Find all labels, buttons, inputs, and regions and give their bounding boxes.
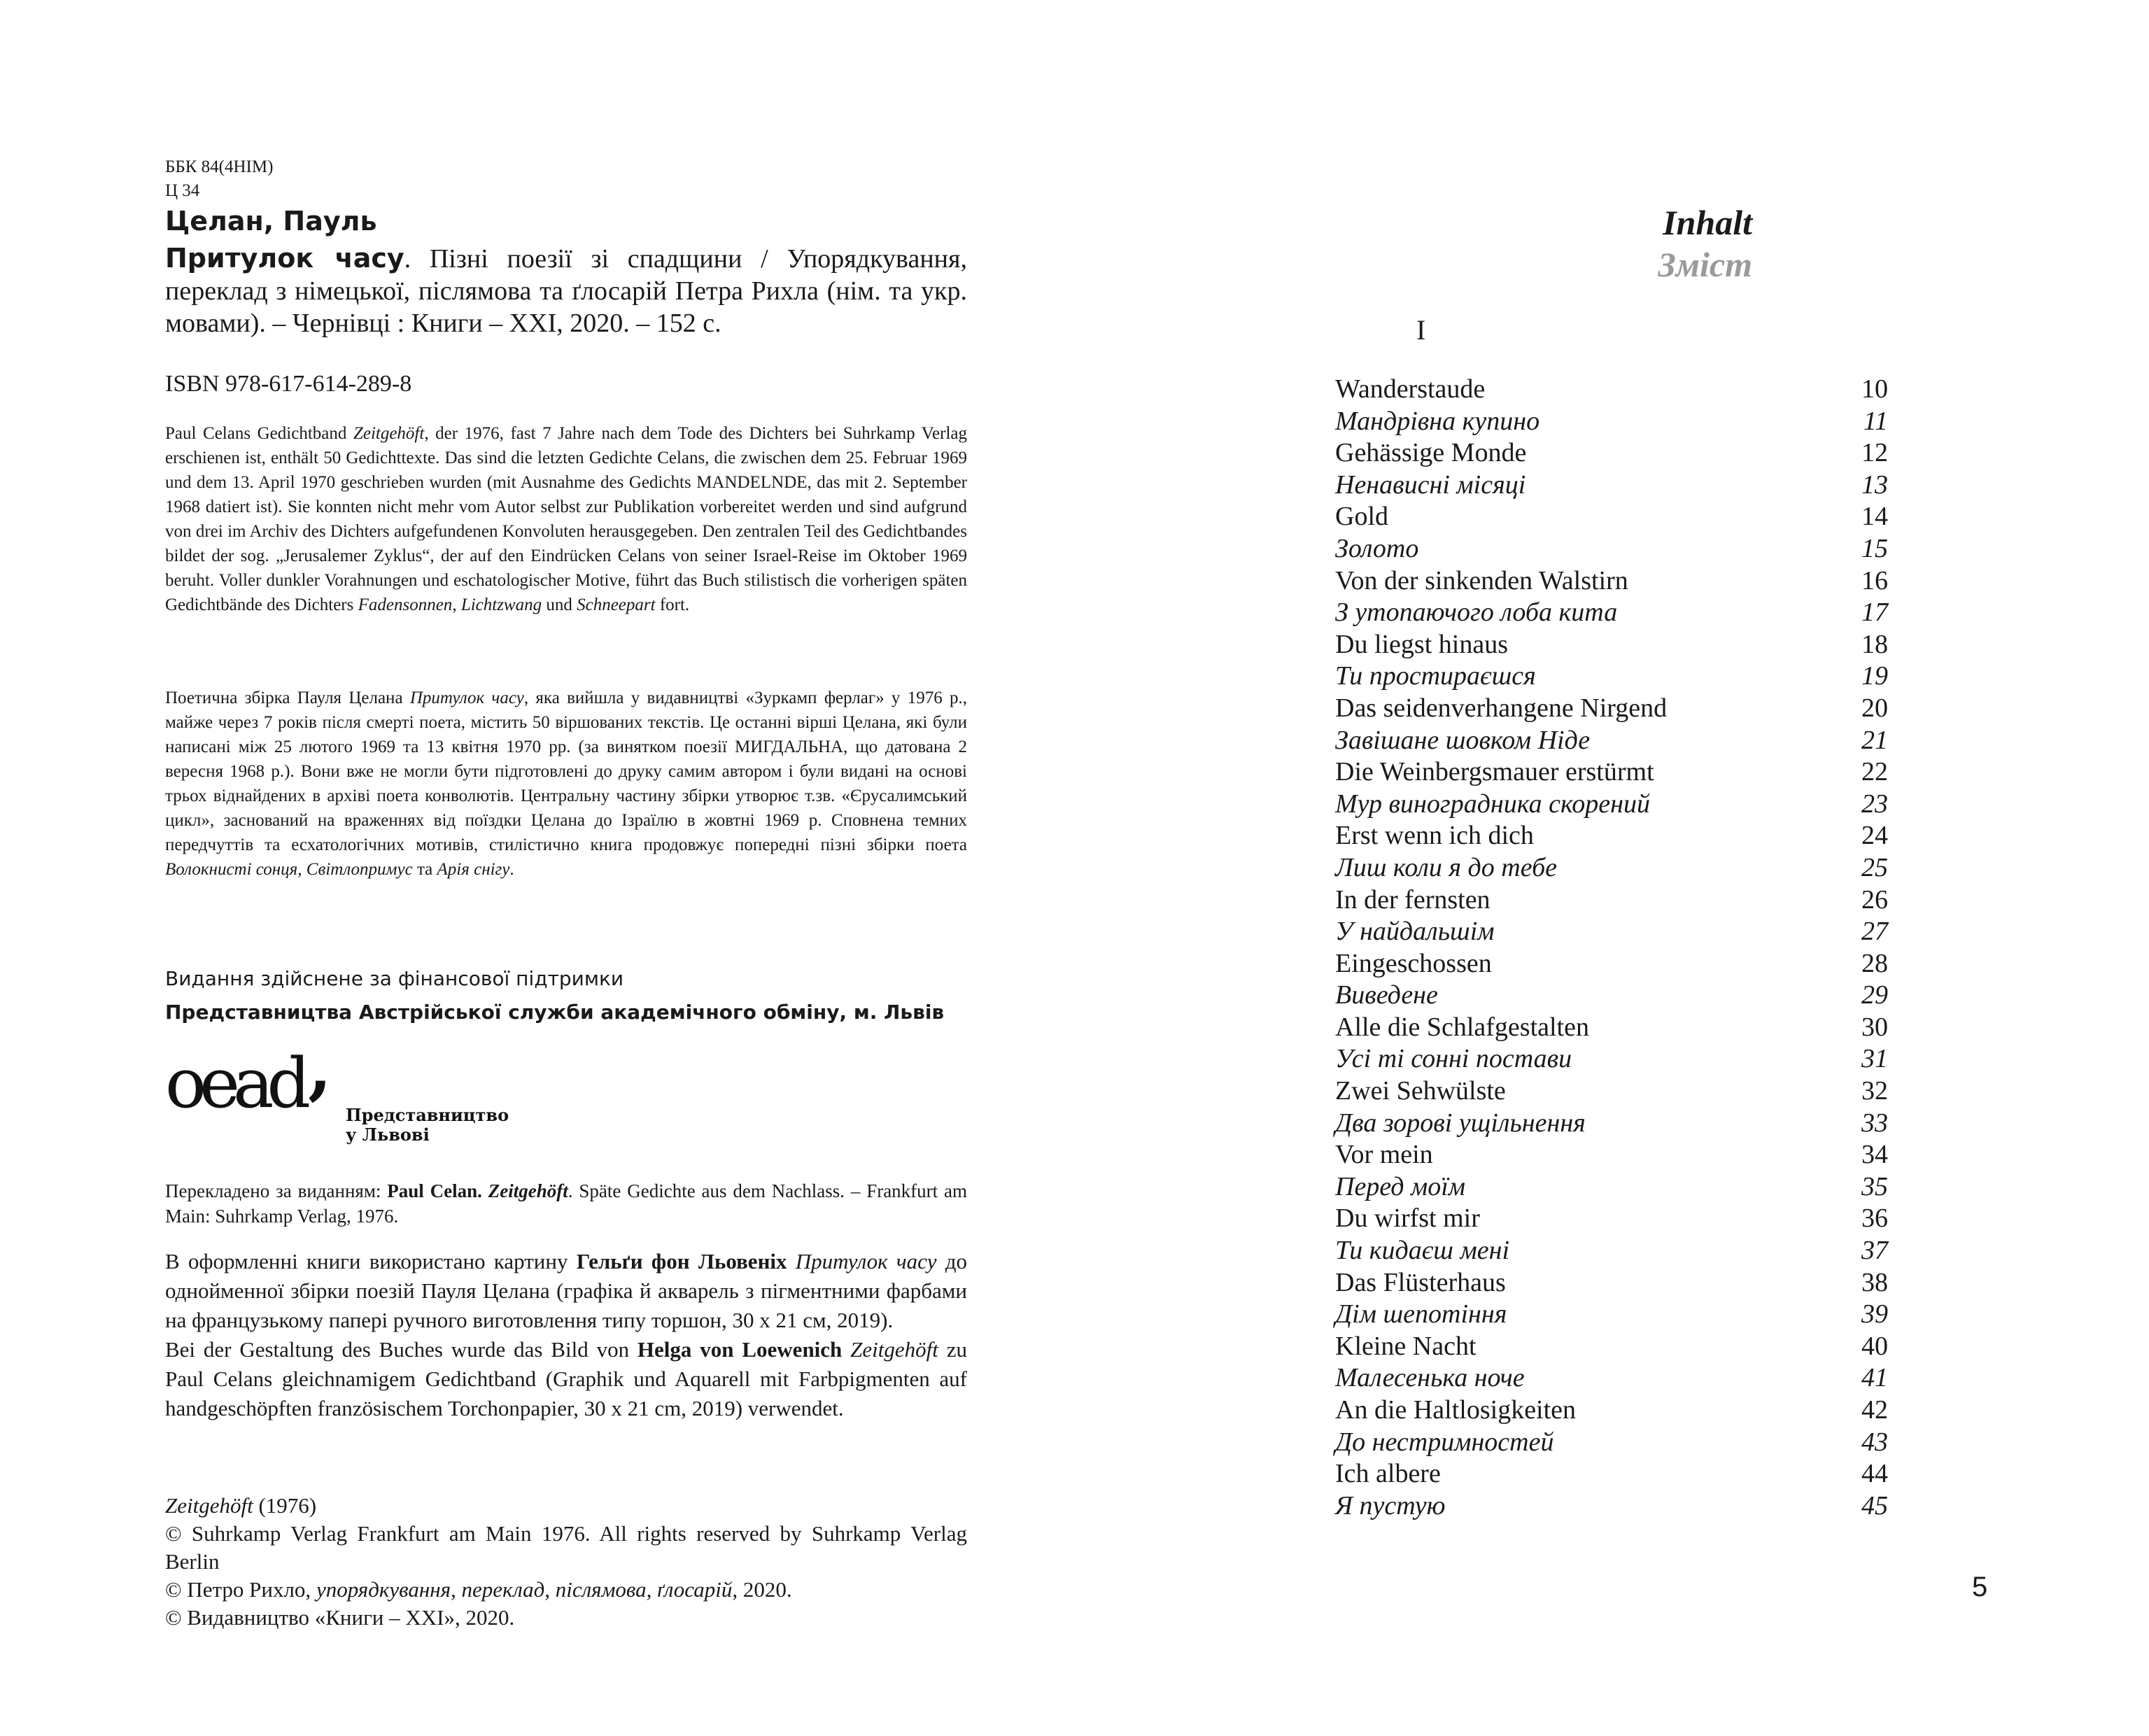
toc-entry-page: 34 (1861, 1140, 1888, 1170)
cover-text: zu Paul Celans gleichnamigem Gedichtband (Graphik und Aquarell mit Farbpigmenten auf handgeschöpften französischem Torchonpapier, 30 x 21 cm, 2019) verwendet. (165, 1337, 967, 1420)
toc-entry[interactable] (1335, 501, 1888, 533)
translated-from-note (165, 1178, 967, 1229)
toc-entry-page: 11 (1863, 406, 1888, 436)
oead-logo-comma: , (308, 1028, 332, 1108)
toc-entry-page: 31 (1861, 1044, 1888, 1074)
oead-logo-mark: oead (165, 1044, 304, 1124)
toc-entry-title: An die Haltlosigkeiten (1335, 1395, 1577, 1425)
abstract-de-text: Paul Celans Gedichtband (165, 424, 353, 443)
toc-entry-page: 19 (1861, 661, 1888, 691)
isbn: ISBN 978-617-614-289-8 (165, 371, 412, 397)
toc-entry[interactable] (1335, 1235, 1888, 1267)
author-heading: Целан, Пауль (165, 206, 377, 237)
toc-entry-title: Wanderstaude (1335, 374, 1486, 404)
toc-entry[interactable] (1335, 374, 1888, 406)
toc-entry-title: Мур виноградника скорений (1335, 789, 1651, 819)
toc-entry-page: 20 (1861, 693, 1888, 723)
toc-entry-title: Перед моїм (1335, 1171, 1466, 1201)
toc-entry-title: Ти кидаєш мені (1335, 1236, 1510, 1266)
toc-entry-page: 21 (1861, 725, 1888, 755)
toc-entry[interactable] (1335, 1362, 1888, 1395)
toc-entry-title: Von der sinkenden Walstirn (1335, 565, 1628, 595)
abstract-uk-title: Арія снігу (437, 860, 510, 879)
toc-entry-title: Два зорові ущільнення (1335, 1108, 1586, 1138)
cover-text (842, 1337, 850, 1362)
toc-entry[interactable] (1335, 1427, 1888, 1459)
toc-entry[interactable] (1335, 1203, 1888, 1235)
toc-entry-page: 30 (1861, 1012, 1888, 1042)
classification-codes (165, 155, 967, 203)
toc-entry[interactable] (1335, 789, 1888, 821)
toc-entry[interactable] (1335, 597, 1888, 629)
toc-entry[interactable] (1335, 1395, 1888, 1427)
toc-entry-title: Eingeschossen (1335, 948, 1492, 978)
toc-entry-page: 26 (1861, 884, 1888, 915)
cover-text: В оформленні книги використано картину (165, 1249, 577, 1273)
support-statement: Видання здійснене за фінансової підтримки (165, 967, 624, 990)
toc-entry[interactable] (1335, 1171, 1888, 1204)
cover-credit-german (165, 1335, 967, 1423)
toc-entry-title: Alle die Schlafgestalten (1335, 1012, 1589, 1042)
abstract-de-text: , (452, 595, 461, 614)
artwork-title: Zeitgehöft (850, 1337, 938, 1362)
abstract-uk-text: Поетична збірка Пауля Целана (165, 689, 410, 707)
toc-entry-title: Ненависні місяці (1335, 470, 1526, 500)
toc-entry-page: 37 (1861, 1236, 1888, 1266)
source-author: Paul Celan. (387, 1180, 488, 1201)
toc-entry-page: 27 (1861, 917, 1888, 947)
abstract-de-text: und (542, 595, 577, 614)
abstract-de-title: Zeitgehöft (353, 424, 425, 443)
toc-entry[interactable] (1335, 437, 1888, 470)
copyright-original (165, 1492, 967, 1520)
toc-entry-title: До нестримностей (1335, 1427, 1554, 1457)
toc-entry-page: 13 (1861, 470, 1888, 500)
toc-entry-page: 32 (1861, 1076, 1888, 1106)
toc-entry-title: Gehässige Monde (1335, 438, 1527, 468)
artist-name: Helga von Loewenich (637, 1337, 843, 1362)
copyright-text: , 2020. (732, 1577, 792, 1602)
cover-credit-ukrainian (165, 1247, 967, 1335)
artist-name: Гельґи фон Льовеніх (576, 1249, 787, 1273)
toc-entry-page: 35 (1861, 1171, 1888, 1201)
toc-entry[interactable] (1335, 725, 1888, 757)
abstract-uk-text: та (412, 860, 437, 879)
book-title: Притулок часу (165, 243, 404, 274)
logo-caption-line: Представництво (346, 1105, 509, 1125)
cover-credit (165, 1247, 967, 1423)
toc-entry-page: 44 (1861, 1459, 1888, 1489)
bbk-code: ББК 84(4НІМ) (165, 157, 274, 176)
toc-entry-title: Золото (1335, 533, 1419, 563)
toc-entry-title: З утопаючого лоба кита (1335, 598, 1618, 628)
abstract-de-title: Schneepart (577, 595, 656, 614)
page-number: 5 (1972, 1572, 1988, 1602)
original-year: (1976) (253, 1493, 317, 1518)
author-mark: Ц 34 (165, 181, 200, 200)
toc-entry-page: 36 (1861, 1204, 1888, 1234)
toc-entry-page: 12 (1861, 438, 1888, 468)
toc-entry-title: Gold (1335, 502, 1388, 532)
abstract-german (165, 421, 967, 617)
toc-entry[interactable] (1335, 1075, 1888, 1108)
abstract-de-title: Fadensonnen (358, 595, 453, 614)
toc-entry[interactable] (1335, 916, 1888, 948)
toc-entry-title: Du wirfst mir (1335, 1204, 1480, 1234)
abstract-de-title: Lichtzwang (460, 595, 542, 614)
toc-entry[interactable] (1335, 1267, 1888, 1299)
abstract-de-text: , der 1976, fast 7 Jahre nach dem Tode des Dichters bei Suhrkamp Verlag erschienen ist, enthält 50 Gedichttexte. Das sind die letzten Gedichte Celans, die zwischen dem 25. Februar 1969 und dem 13. April 1970 geschrieben wurden (mit Ausnahme des Gedichts MANDELNDE, das mit 2. September 1968 datiert ist). Sie konnten nicht mehr vom Autor selbst zur Publikation vorbereitet werden und sind aufgrund von drei im Archiv des Dichters aufgefundenen Konvoluten herausgegeben. Den zentralen Teil des Gedichtbandes bildet der sog. „Jerusalemer Zyklus“, der auf den Eindrücken Celans von seiner Israel-Reise im Oktober 1969 beruht. Voller dunkler Vorahnungen und eschatologischer Motive, führt das Buch stilistisch die vorherigen späten Gedichtbände des Dichters (165, 424, 967, 614)
toc-entry-page: 41 (1861, 1363, 1888, 1393)
toc-entry-title: Die Weinbergsmauer erstürmt (1335, 757, 1654, 787)
toc-entry-title: Ти простираєшся (1335, 661, 1536, 691)
oead-logo-caption (346, 1106, 509, 1145)
toc-list (1335, 374, 1888, 1522)
toc-entry-page: 45 (1861, 1490, 1888, 1520)
toc-entry-page: 40 (1861, 1331, 1888, 1361)
toc-entry-page: 24 (1861, 821, 1888, 851)
toc-entry-title: Завішане шовком Ніде (1335, 725, 1591, 755)
oead-logo (165, 1028, 332, 1124)
toc-entry[interactable] (1335, 693, 1888, 725)
toc-entry-page: 25 (1861, 852, 1888, 882)
abstract-uk-text: , (297, 860, 307, 879)
copyright-suhrkamp: © Suhrkamp Verlag Frankfurt am Main 1976. All rights reserved by Suhrkamp Verlag Berlin (165, 1521, 967, 1574)
toc-entry-page: 17 (1861, 598, 1888, 628)
toc-entry-page: 39 (1861, 1299, 1888, 1329)
toc-entry-title: Vor mein (1335, 1140, 1433, 1170)
toc-entry-title: Виведене (1335, 980, 1438, 1010)
toc-entry[interactable] (1335, 852, 1888, 884)
toc-entry[interactable] (1335, 470, 1888, 502)
toc-entry[interactable] (1335, 820, 1888, 852)
toc-entry-title: Мандрівна купино (1335, 406, 1540, 436)
toc-entry-page: 15 (1861, 533, 1888, 563)
toc-entry-page: 14 (1861, 502, 1888, 532)
toc-entry[interactable] (1335, 980, 1888, 1012)
source-title: Zeitgehöft (488, 1180, 568, 1201)
toc-entry-title: Du liegst hinaus (1335, 629, 1508, 659)
translated-from-text: . Späte Gedichte aus dem Nachlass. – Frankfurt am Main: Suhrkamp Verlag, 1976. (165, 1180, 968, 1227)
toc-entry-page: 33 (1861, 1108, 1888, 1138)
toc-entry-page: 38 (1861, 1267, 1888, 1297)
toc-entry[interactable] (1335, 1139, 1888, 1171)
bibliographic-description (165, 242, 967, 339)
toc-entry-title: Erst wenn ich dich (1335, 821, 1534, 851)
logo-caption-line: у Львові (346, 1124, 430, 1145)
toc-entry-title: Das seidenverhangene Nirgend (1335, 693, 1668, 723)
copyright-text: © Петро Рихло, (165, 1577, 316, 1602)
toc-subtitle: Зміст (1658, 245, 1752, 284)
abstract-uk-title: Волокнисті сонця (165, 860, 298, 879)
artwork-title: Притулок часу (795, 1249, 937, 1273)
copyright-publisher: © Видавництво «Книги – XXI», 2020. (165, 1605, 515, 1630)
toc-entry-page: 10 (1861, 374, 1888, 404)
abstract-uk-title: Притулок часу (409, 689, 524, 707)
toc-entry-title: Das Flüsterhaus (1335, 1267, 1506, 1297)
toc-entry[interactable] (1335, 565, 1888, 598)
toc-entry-page: 18 (1861, 629, 1888, 659)
original-title: Zeitgehöft (165, 1493, 253, 1518)
toc-entry-title: Ich albere (1335, 1459, 1441, 1489)
toc-entry-title: У найдальшім (1335, 917, 1495, 947)
abstract-de-text: fort. (655, 595, 690, 614)
cover-text (787, 1249, 796, 1273)
support-organization: Представництва Австрійської служби академічного обміну, м. Львів (165, 1001, 945, 1024)
copyright-translator (165, 1576, 967, 1604)
toc-entry[interactable] (1335, 661, 1888, 693)
toc-entry-title: Дім шепотіння (1335, 1299, 1507, 1329)
translated-from-text: Перекладено за виданням: (165, 1180, 388, 1201)
cover-text: Bei der Gestaltung des Buches wurde das Bild von (165, 1337, 637, 1362)
toc-entry[interactable] (1335, 756, 1888, 789)
copyright-block (165, 1492, 967, 1632)
bibliographic-details: . Пізні поезії зі спадщини / Упорядкування, переклад з німецької, післямова та ґлосарій Петра Рихла (нім. та укр. мовами). – Чернівці : Книги – XXI, 2020. – 152 с. (165, 244, 967, 338)
toc-entry-title: Малесенька ноче (1335, 1363, 1525, 1393)
toc-entry[interactable] (1335, 1331, 1888, 1363)
toc-entry-title: Я пустую (1335, 1490, 1446, 1520)
cover-text: до однойменної збірки поезій Пауля Целана (графіка й акварель з пігментними фарбами на французькому папері ручного виготовлення типу торшон, 30 х 21 см, 2019). (165, 1249, 967, 1332)
toc-entry[interactable] (1335, 948, 1888, 980)
toc-entry[interactable] (1335, 1012, 1888, 1044)
abstract-uk-text: , яка вийшла у видавництві «Зуркамп ферлаг» у 1976 р., майже через 7 років після смерті поета, містить 50 віршованих текстів. Це останні вірші Целана, які були написані між 25 лютого 1969 та 13 квітня 1970 рр. (за винятком поезії МИГДАЛЬНА, що датована 2 вересня 1968 р.). Вони вже не могли бути підготовлені до друку самим автором і були видані на основі трьох віднайдених в архіві поета конволютів. Центральну частину збірки утворює т.зв. «Єрусалимський цикл», заснований на враженнях від поїздки Целана до Ізраїлю в жовтні 1969 р. Сповнена темних передчуттів та есхатологічних мотивів, стилістично книга продовжує попередні пізні збірки поета (165, 689, 967, 854)
abstract-uk-title: Світлопримус (306, 860, 413, 879)
toc-entry-page: 16 (1861, 565, 1888, 595)
toc-entry-title: Усі ті сонні постави (1335, 1044, 1572, 1074)
toc-entry[interactable] (1335, 406, 1888, 438)
toc-entry[interactable] (1335, 1043, 1888, 1075)
toc-entry-page: 42 (1861, 1395, 1888, 1425)
toc-entry[interactable] (1335, 1108, 1888, 1140)
toc-entry[interactable] (1335, 629, 1888, 661)
toc-entry-title: Kleine Nacht (1335, 1331, 1477, 1361)
abstract-ukrainian (165, 686, 967, 882)
toc-entry-page: 22 (1861, 757, 1888, 787)
toc-entry-page: 43 (1861, 1427, 1888, 1457)
toc-entry[interactable] (1335, 1299, 1888, 1331)
toc-entry[interactable] (1335, 884, 1888, 917)
toc-entry-title: Zwei Sehwülste (1335, 1076, 1506, 1106)
abstract-uk-text: . (509, 860, 514, 879)
toc-entry[interactable] (1335, 1490, 1888, 1523)
toc-entry-page: 28 (1861, 948, 1888, 978)
toc-section-number: I (1416, 314, 1426, 346)
toc-entry-page: 23 (1861, 789, 1888, 819)
toc-entry[interactable] (1335, 533, 1888, 565)
toc-entry-title: Лиш коли я до тебе (1335, 852, 1558, 882)
toc-entry-page: 29 (1861, 980, 1888, 1010)
toc-entry-title: In der fernsten (1335, 884, 1491, 915)
copyright-roles: упорядкування, переклад, післямова, ґлосарій (316, 1577, 733, 1602)
toc-title: Inhalt (1663, 203, 1752, 242)
toc-entry[interactable] (1335, 1458, 1888, 1490)
